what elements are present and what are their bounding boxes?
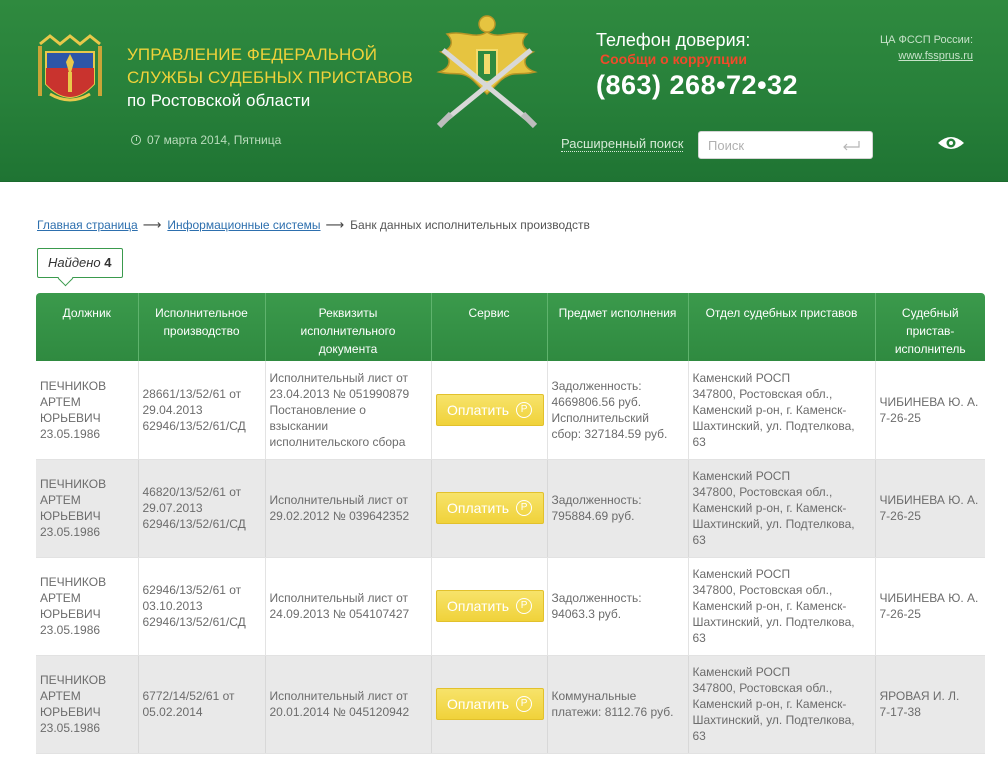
department-line: Каменский р-он, г. Каменск- <box>692 402 847 417</box>
department-line: Шахтинский, ул. Подтелкова, <box>692 517 855 531</box>
results-count-badge <box>37 248 123 278</box>
column-header: Должник <box>36 293 138 361</box>
document-line: Исполнительный лист от <box>269 689 408 703</box>
bailiff-line: 7-17-38 <box>879 705 921 719</box>
document-line: Постановление о <box>269 402 366 417</box>
proceeding-line: 62946/13/52/61/СД <box>142 418 246 433</box>
department-line: 63 <box>692 533 706 547</box>
found-label: Найдено <box>48 255 101 270</box>
proceeding-line: 62946/13/52/61/СД <box>142 615 246 629</box>
subject-line: Исполнительский <box>551 410 649 425</box>
proceeding-line: 6772/14/52/61 от <box>142 689 235 703</box>
debtor-line: АРТЕМ <box>40 493 81 507</box>
breadcrumb-home-link[interactable]: Главная страница <box>37 218 138 232</box>
corruption-report-link[interactable]: Сообщи о коррупции <box>600 51 747 67</box>
document-line: 20.01.2014 № 045120942 <box>269 705 410 719</box>
table-row <box>36 361 985 459</box>
department-line: Каменский р-он, г. Каменск- <box>692 599 847 613</box>
pay-button[interactable] <box>436 688 544 720</box>
pay-button[interactable] <box>436 492 544 524</box>
subject-line: платежи: 8112.76 руб. <box>551 705 674 719</box>
arrow-right-icon: ⟶ <box>142 217 162 232</box>
document-line: 23.04.2013 № 051990879 <box>269 386 410 401</box>
subject-cell <box>547 361 688 459</box>
proceeding-line: 29.07.2013 <box>142 501 203 515</box>
bailiff-line: ЯРОВАЯ И. Л. <box>879 689 960 703</box>
service-cell <box>431 459 547 557</box>
debtor-line: ПЕЧНИКОВ <box>40 673 107 687</box>
advanced-search-link[interactable]: Расширенный поиск <box>561 136 684 151</box>
table-row <box>36 557 985 655</box>
column-header: Предмет исполнения <box>547 293 688 361</box>
pay-button[interactable] <box>436 394 544 426</box>
document-line: взыскании <box>269 418 329 433</box>
results-body <box>36 361 985 753</box>
arrow-right-icon: ⟶ <box>325 217 345 232</box>
ruble-icon: Р <box>516 696 532 712</box>
document-cell <box>265 557 431 655</box>
department-line: 347800, Ростовская обл., <box>692 386 833 401</box>
department-line: 63 <box>692 434 706 449</box>
department-cell <box>688 361 875 459</box>
pay-button[interactable] <box>436 590 544 622</box>
department-cell <box>688 459 875 557</box>
bailiff-cell <box>875 459 985 557</box>
document-cell <box>265 655 431 753</box>
results-table <box>36 293 985 754</box>
column-header: Судебный пристав-исполнитель <box>875 293 985 361</box>
bailiff-line: ЧИБИНЕВА Ю. А. <box>879 591 979 605</box>
subject-line: Задолженность: <box>551 378 642 393</box>
debtor-line: 23.05.1986 <box>40 623 101 637</box>
department-line: 63 <box>692 729 706 743</box>
breadcrumb-systems-link[interactable]: Информационные системы <box>167 218 321 232</box>
ruble-icon: Р <box>516 402 532 418</box>
department-line: Каменский р-он, г. Каменск- <box>692 501 847 515</box>
debtor-line: ЮРЬЕВИЧ <box>40 607 101 621</box>
column-header: Исполнительное производство <box>138 293 265 361</box>
pay-button-label: Оплатить <box>446 598 510 614</box>
proceeding-line: 62946/13/52/61 от <box>142 583 242 597</box>
debtor-line: 23.05.1986 <box>40 525 101 539</box>
hotline-title: Телефон доверия: <box>596 30 751 50</box>
debtor-cell <box>36 361 138 459</box>
document-line: 24.09.2013 № 054107427 <box>269 607 410 621</box>
debtor-line: 23.05.1986 <box>40 721 101 735</box>
search-input[interactable] <box>699 132 839 158</box>
proceeding-line: 46820/13/52/61 от <box>142 485 242 499</box>
department-cell <box>688 557 875 655</box>
document-line: Исполнительный лист от <box>269 370 408 385</box>
column-header: Отдел судебных приставов <box>688 293 875 361</box>
subject-cell <box>547 459 688 557</box>
proceeding-cell <box>138 361 265 459</box>
debtor-line: ЮРЬЕВИЧ <box>40 410 101 425</box>
bailiff-cell <box>875 361 985 459</box>
service-cell <box>431 655 547 753</box>
org-title-line-2: СЛУЖБЫ СУДЕБНЫХ ПРИСТАВОВ <box>127 68 413 87</box>
current-date <box>131 133 281 147</box>
proceeding-line: 03.10.2013 <box>142 599 203 613</box>
service-cell <box>431 557 547 655</box>
department-line: Шахтинский, ул. Подтелкова, <box>692 418 855 433</box>
pay-button-label: Оплатить <box>446 500 510 516</box>
document-line: Исполнительный лист от <box>269 493 408 507</box>
debtor-line: ПЕЧНИКОВ <box>40 378 107 393</box>
proceeding-line: 05.02.2014 <box>142 705 203 719</box>
table-row <box>36 655 985 753</box>
ruble-icon: Р <box>516 500 532 516</box>
department-line: Каменский РОСП <box>692 370 791 385</box>
proceeding-line: 29.04.2013 <box>142 402 203 417</box>
table-header-row <box>36 293 985 361</box>
bailiff-line: ЧИБИНЕВА Ю. А. <box>879 394 979 409</box>
proceeding-cell <box>138 459 265 557</box>
department-line: Шахтинский, ул. Подтелкова, <box>692 713 855 727</box>
department-line: 63 <box>692 631 706 645</box>
debtor-line: ПЕЧНИКОВ <box>40 477 107 491</box>
bailiff-cell <box>875 557 985 655</box>
bailiff-line: ЧИБИНЕВА Ю. А. <box>879 493 979 507</box>
debtor-line: АРТЕМ <box>40 689 81 703</box>
hotline-phone: (863) 268•72•32 <box>596 70 799 100</box>
debtor-cell <box>36 459 138 557</box>
column-header: Сервис <box>431 293 547 361</box>
department-line: 347800, Ростовская обл., <box>692 583 833 597</box>
document-line: исполнительского сбора <box>269 434 406 449</box>
subject-line: 795884.69 руб. <box>551 509 635 523</box>
proceeding-cell <box>138 557 265 655</box>
department-line: Каменский РОСП <box>692 469 791 483</box>
document-line: 29.02.2012 № 039642352 <box>269 509 410 523</box>
proceeding-cell <box>138 655 265 753</box>
department-line: 347800, Ростовская обл., <box>692 681 833 695</box>
debtor-line: АРТЕМ <box>40 591 81 605</box>
pay-button-label: Оплатить <box>446 696 510 712</box>
subject-line: сбор: 327184.59 руб. <box>551 426 668 441</box>
subject-line: 4669806.56 руб. <box>551 394 642 409</box>
debtor-cell <box>36 557 138 655</box>
bailiff-line: 7-26-25 <box>879 410 921 425</box>
bailiff-line: 7-26-25 <box>879 607 921 621</box>
debtor-cell <box>36 655 138 753</box>
subject-cell <box>547 655 688 753</box>
subject-line: Задолженность: <box>551 591 642 605</box>
debtor-line: ПЕЧНИКОВ <box>40 575 107 589</box>
org-title-line-1: УПРАВЛЕНИЕ ФЕДЕРАЛЬНОЙ <box>127 45 378 64</box>
department-line: Каменский РОСП <box>692 665 791 679</box>
bailiff-cell <box>875 655 985 753</box>
found-count: 4 <box>104 255 112 270</box>
breadcrumb <box>37 217 590 233</box>
department-line: Каменский РОСП <box>692 567 791 581</box>
site-header <box>0 0 1008 182</box>
document-cell <box>265 459 431 557</box>
search-box <box>698 131 873 159</box>
column-header: Реквизиты исполнительного документа <box>265 293 431 361</box>
fssp-site-link[interactable]: www.fssprus.ru <box>898 50 973 62</box>
debtor-line: АРТЕМ <box>40 394 81 409</box>
department-line: 347800, Ростовская обл., <box>692 485 833 499</box>
bailiff-line: 7-26-25 <box>879 509 921 523</box>
fssp-eagle-emblem-icon[interactable] <box>425 10 550 132</box>
rostov-coat-of-arms-icon[interactable] <box>30 32 110 112</box>
subject-line: Коммунальные <box>551 689 637 703</box>
department-cell <box>688 655 875 753</box>
department-line: Каменский р-он, г. Каменск- <box>692 697 847 711</box>
proceeding-line: 62946/13/52/61/СД <box>142 517 246 531</box>
clock-icon <box>131 135 141 145</box>
fssp-caption: ЦА ФССП России: <box>879 34 973 46</box>
proceeding-line: 28661/13/52/61 от <box>142 386 242 401</box>
enter-return-icon[interactable] <box>842 141 860 151</box>
pay-button-label: Оплатить <box>446 401 510 418</box>
breadcrumb-current: Банк данных исполнительных производств <box>350 218 590 232</box>
department-line: Шахтинский, ул. Подтелкова, <box>692 615 855 629</box>
subject-line: Задолженность: <box>551 493 642 507</box>
org-title-region: по Ростовской области <box>127 91 311 110</box>
organization-title[interactable] <box>127 43 413 112</box>
subject-line: 94063.3 руб. <box>551 607 622 621</box>
table-row <box>36 459 985 557</box>
eye-visibility-icon[interactable] <box>937 134 965 152</box>
ruble-icon: Р <box>516 598 532 614</box>
document-cell <box>265 361 431 459</box>
date-text: 07 марта 2014, Пятница <box>147 133 282 147</box>
document-line: Исполнительный лист от <box>269 591 408 605</box>
subject-cell <box>547 557 688 655</box>
debtor-line: ЮРЬЕВИЧ <box>40 509 101 523</box>
debtor-line: ЮРЬЕВИЧ <box>40 705 101 719</box>
service-cell <box>431 361 547 459</box>
debtor-line: 23.05.1986 <box>40 426 101 441</box>
